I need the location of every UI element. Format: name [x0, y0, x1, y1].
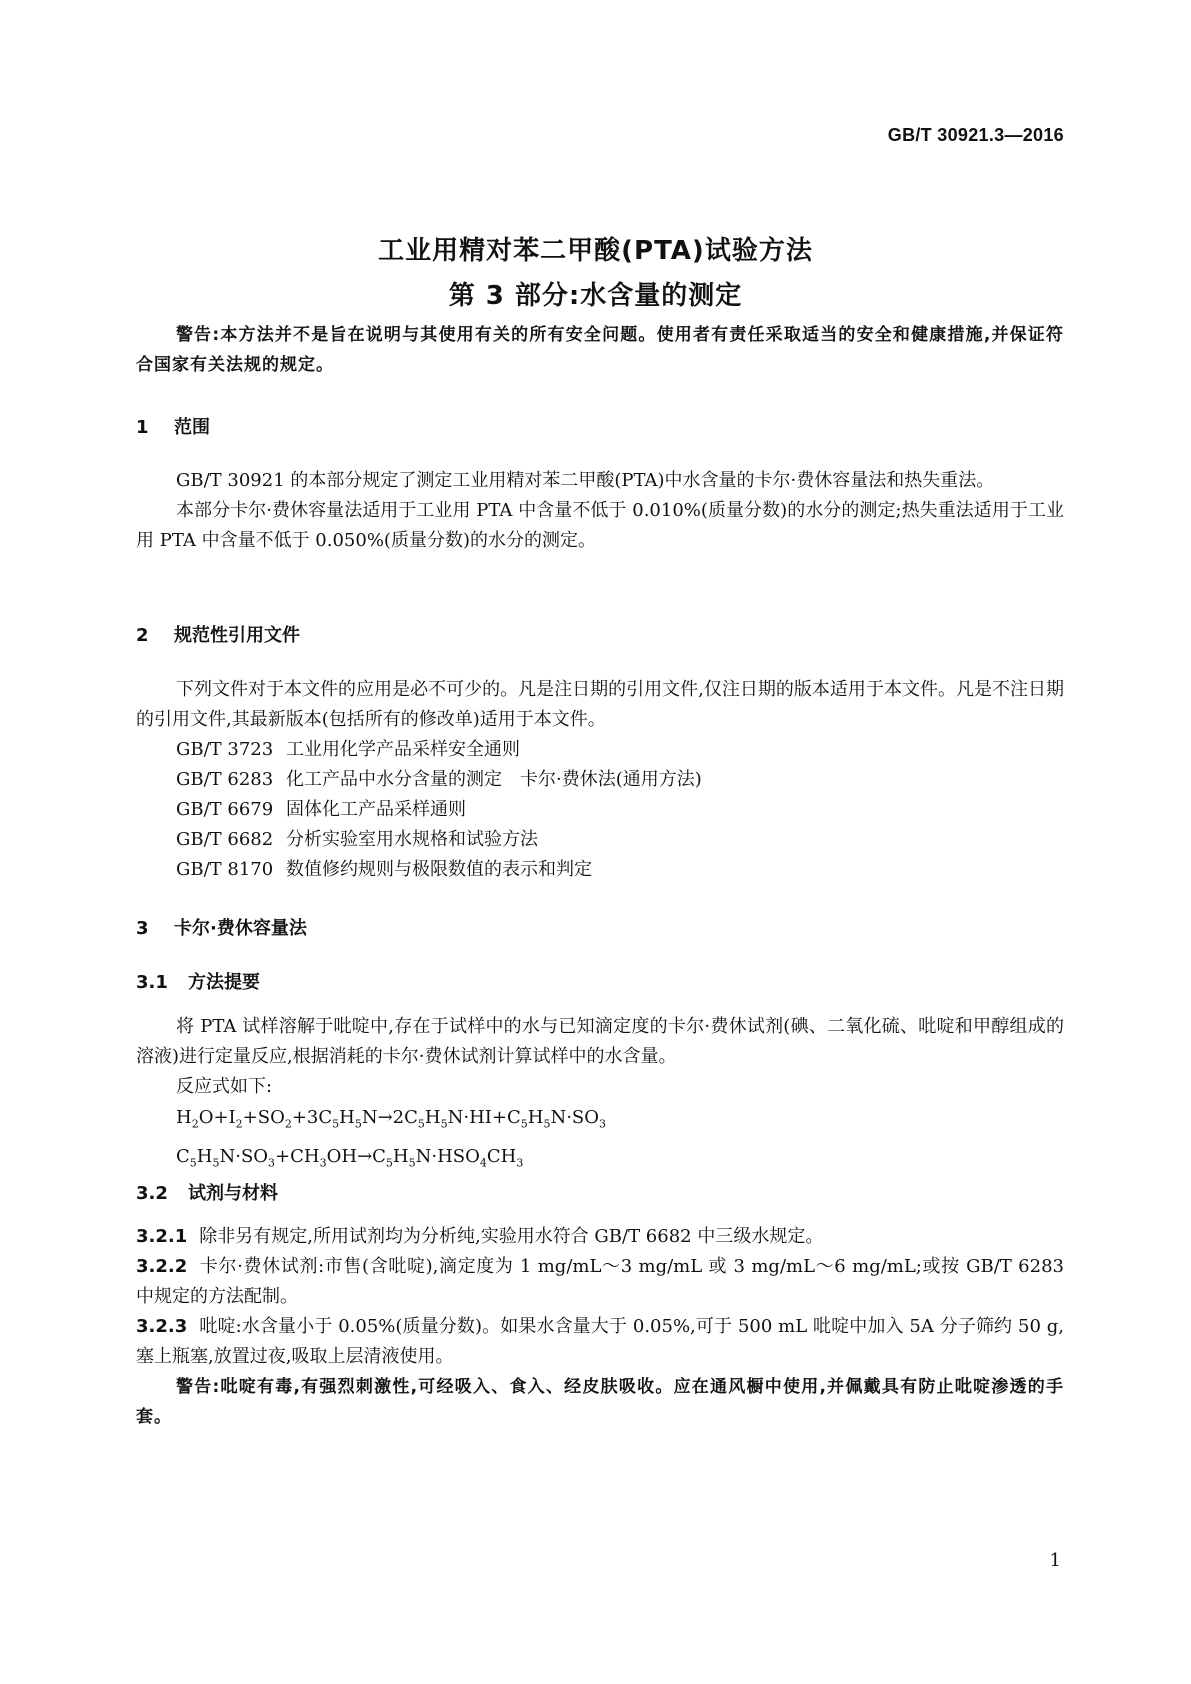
document-title-line1: 工业用精对苯二甲酸(PTA)试验方法 — [378, 236, 813, 266]
section-3-heading — [136, 914, 307, 940]
scope-paragraph-2: 本部分卡尔·费休容量法适用于工业用 PTA 中含量不低于 0.010%(质量分数)的水分的测定;热失重法适用于工业用 PTA 中含量不低于 0.050%(质量分数)的水分的测定。 — [136, 500, 1064, 551]
reference-item — [136, 765, 1064, 795]
standard-code: GB/T 30921.3—2016 — [887, 125, 1064, 145]
reference-title: 数值修约规则与极限数值的表示和判定 — [286, 859, 592, 880]
reference-code: GB/T 3723 — [176, 739, 274, 760]
reference-code: GB/T 6679 — [176, 799, 274, 820]
reference-code: GB/T 6283 — [176, 769, 274, 790]
reagent-text: 吡啶:水含量小于 0.05%(质量分数)。如果水含量大于 0.05%,可于 500 mL 吡啶中加入 5A 分子筛约 50 g,塞上瓶塞,放置过夜,吸取上层清液使用。 — [136, 1316, 1064, 1367]
section-number: 2 — [136, 625, 149, 646]
section-2-heading — [136, 621, 300, 647]
principle-text — [136, 1012, 1064, 1179]
reagent-number: 3.2.2 — [136, 1256, 188, 1277]
normative-references — [136, 675, 1064, 885]
section-title: 试剂与材料 — [188, 1183, 278, 1204]
reference-code: GB/T 6682 — [176, 829, 274, 850]
reagent-number: 3.2.3 — [136, 1316, 188, 1337]
reagent-item — [136, 1252, 1064, 1312]
reagent-item — [136, 1222, 1064, 1252]
scope-text — [136, 466, 1064, 556]
reference-title: 分析实验室用水规格和试验方法 — [286, 829, 538, 850]
document-title-line2: 第 3 部分:水含量的测定 — [448, 281, 743, 311]
reference-title: 固体化工产品采样通则 — [286, 799, 466, 820]
section-title: 规范性引用文件 — [174, 625, 300, 646]
top-warning-text: 警告:本方法并不是旨在说明与其使用有关的所有安全问题。使用者有责任采取适当的安全和健康措施,并保证符合国家有关法规的规定。 — [136, 325, 1064, 375]
reference-code: GB/T 8170 — [176, 859, 274, 880]
section-number: 3.1 — [136, 972, 168, 993]
reaction-intro: 反应式如下: — [176, 1076, 273, 1097]
section-1-heading — [136, 413, 210, 439]
section-number: 1 — [136, 417, 149, 438]
section-title: 卡尔·费休容量法 — [174, 918, 307, 939]
reference-title: 工业用化学产品采样安全通则 — [286, 739, 520, 760]
reagent-number: 3.2.1 — [136, 1226, 188, 1247]
pyridine-warning: 警告:吡啶有毒,有强烈刺激性,可经吸入、食入、经皮肤吸收。应在通风橱中使用,并佩戴具有防止吡啶渗透的手套。 — [136, 1377, 1064, 1427]
scope-paragraph-1: GB/T 30921 的本部分规定了测定工业用精对苯二甲酸(PTA)中水含量的卡尔·费休容量法和热失重法。 — [176, 470, 995, 491]
reference-item — [136, 825, 1064, 855]
reagent-text: 卡尔·费休试剂:市售(含吡啶),滴定度为 1 mg/mL～3 mg/mL 或 3 mg/mL～6 mg/mL;或按 GB/T 6283 中规定的方法配制。 — [136, 1256, 1064, 1307]
section-title: 范围 — [174, 417, 210, 438]
section-3-2-heading — [136, 1179, 278, 1205]
section-number: 3 — [136, 918, 149, 939]
section-3-1-heading — [136, 968, 260, 994]
section-title: 方法提要 — [188, 972, 260, 993]
reference-item — [136, 795, 1064, 825]
top-warning — [136, 320, 1064, 380]
section-number: 3.2 — [136, 1183, 168, 1204]
reference-item — [136, 855, 1064, 885]
reaction-equation-1: $H_2O+I_2+SO_2+3C_5H_5N\to 2C_5H_5N\cdot HI+C_5H_5N\cdot SO_3$ — [176, 1107, 607, 1131]
reference-title: 化工产品中水分含量的测定 卡尔·费休法(通用方法) — [286, 769, 702, 790]
principle-paragraph: 将 PTA 试样溶解于吡啶中,存在于试样中的水与已知滴定度的卡尔·费休试剂(碘、二氧化硫、吡啶和甲醇组成的溶液)进行定量反应,根据消耗的卡尔·费休试剂计算试样中的水含量。 — [136, 1016, 1064, 1067]
reagent-item — [136, 1312, 1064, 1372]
normative-intro: 下列文件对于本文件的应用是必不可少的。凡是注日期的引用文件,仅注日期的版本适用于本文件。凡是不注日期的引用文件,其最新版本(包括所有的修改单)适用于本文件。 — [136, 679, 1064, 730]
reaction-equation-2: $C_5H_5N\cdot SO_3+CH_3OH\to C_5H_5N\cdot HSO_4CH_3$ — [176, 1145, 524, 1170]
reference-item — [136, 735, 1064, 765]
reagent-text: 除非另有规定,所用试剂均为分析纯,实验用水符合 GB/T 6682 中三级水规定。 — [199, 1226, 824, 1247]
page-number: 1 — [1049, 1550, 1061, 1571]
reagents-list — [136, 1222, 1064, 1432]
